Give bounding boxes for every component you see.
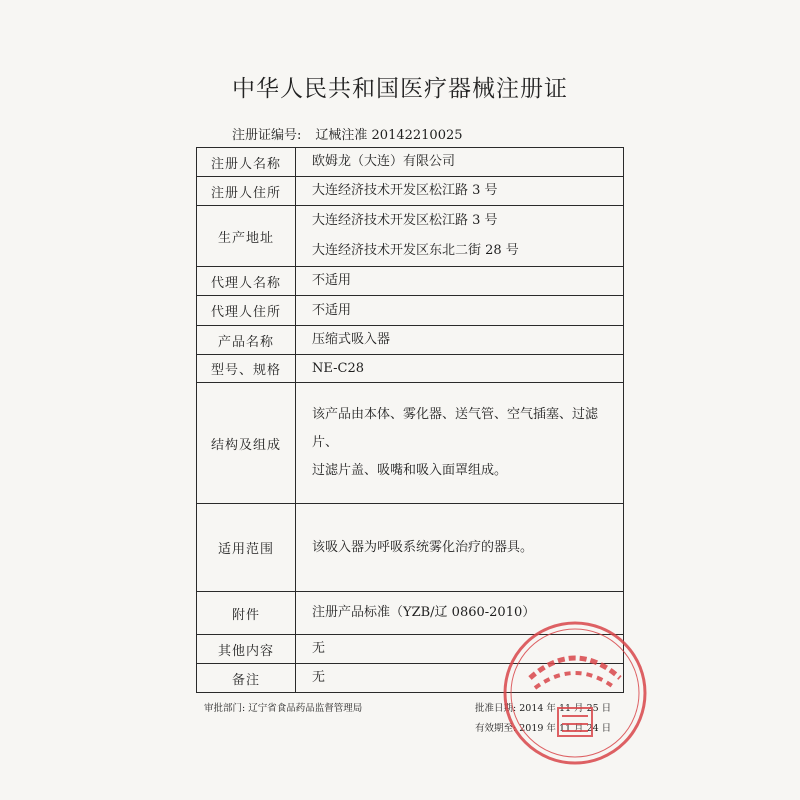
- row-value-line: 无: [312, 641, 326, 656]
- row-label: 附件: [197, 592, 296, 635]
- row-value: [296, 148, 624, 177]
- row-value-line: 不适用: [312, 302, 352, 318]
- table-row: [197, 206, 624, 267]
- row-label: 注册人名称: [197, 148, 296, 177]
- table-row: [197, 355, 624, 383]
- registration-number-value: 辽械注准 20142210025: [315, 128, 463, 143]
- row-value-line: 注册产品标准（YZB/辽 0860-2010）: [312, 605, 536, 620]
- row-label: 产品名称: [197, 326, 296, 355]
- row-label: 型号、规格: [197, 355, 296, 383]
- valid-until-value: 2019 年 11 月 24 日: [519, 723, 612, 734]
- page-title: 中华人民共和国医疗器械注册证: [232, 76, 568, 102]
- valid-until-label: 有效期至:: [475, 723, 517, 734]
- official-seal-icon: [500, 618, 650, 768]
- row-value: [296, 383, 624, 504]
- registration-number-label: 注册证编号:: [232, 128, 302, 143]
- row-value-line: 该吸入器为呼吸系统雾化治疗的器具。: [312, 539, 534, 555]
- table-row: [197, 267, 624, 296]
- row-value: [296, 504, 624, 592]
- row-value: [296, 326, 624, 355]
- row-label: 注册人住所: [197, 177, 296, 206]
- row-value-line: 不适用: [312, 273, 352, 288]
- row-label: 备注: [197, 664, 296, 693]
- registration-table: [196, 147, 624, 693]
- row-label: 其他内容: [197, 635, 296, 664]
- row-value-line: 大连经济技术开发区松江路 3 号: [312, 213, 498, 228]
- table-row: [197, 177, 624, 206]
- row-label: 适用范围: [197, 504, 296, 592]
- table-row: [197, 383, 624, 504]
- row-value: [296, 177, 624, 206]
- table-row: [197, 148, 624, 177]
- row-label: 结构及组成: [197, 383, 296, 504]
- registration-number: [232, 124, 463, 143]
- row-value-line: 大连经济技术开发区松江路 3 号: [312, 183, 498, 198]
- row-value-line: 该产品由本体、雾化器、送气管、空气插塞、过滤片、: [312, 407, 599, 450]
- row-label: 代理人名称: [197, 267, 296, 296]
- row-value: [296, 206, 624, 267]
- approval-department-label: 审批部门:: [204, 703, 246, 714]
- row-value-line: 压缩式吸入器: [312, 332, 391, 347]
- row-label: 生产地址: [197, 206, 296, 267]
- row-value-line: 无: [312, 670, 326, 685]
- approval-date-value: 2014 年 11 月 25 日: [519, 703, 612, 714]
- row-label: 代理人住所: [197, 296, 296, 326]
- row-value-line: 过滤片盖、吸嘴和吸入面罩组成。: [312, 463, 508, 478]
- row-value: [296, 355, 624, 383]
- row-value: [296, 267, 624, 296]
- table-row: [197, 326, 624, 355]
- table-row: [197, 296, 624, 326]
- approval-department: [204, 700, 362, 714]
- approval-department-value: 辽宁省食品药品监督管理局: [248, 703, 363, 714]
- table-row: [197, 504, 624, 592]
- row-value-line: 大连经济技术开发区东北二街 28 号: [312, 243, 519, 258]
- row-value: [296, 296, 624, 326]
- row-value-line: 欧姆龙（大连）有限公司: [312, 154, 456, 169]
- row-value-line: NE-C28: [312, 360, 364, 376]
- approval-date-label: 批准日期:: [475, 703, 517, 714]
